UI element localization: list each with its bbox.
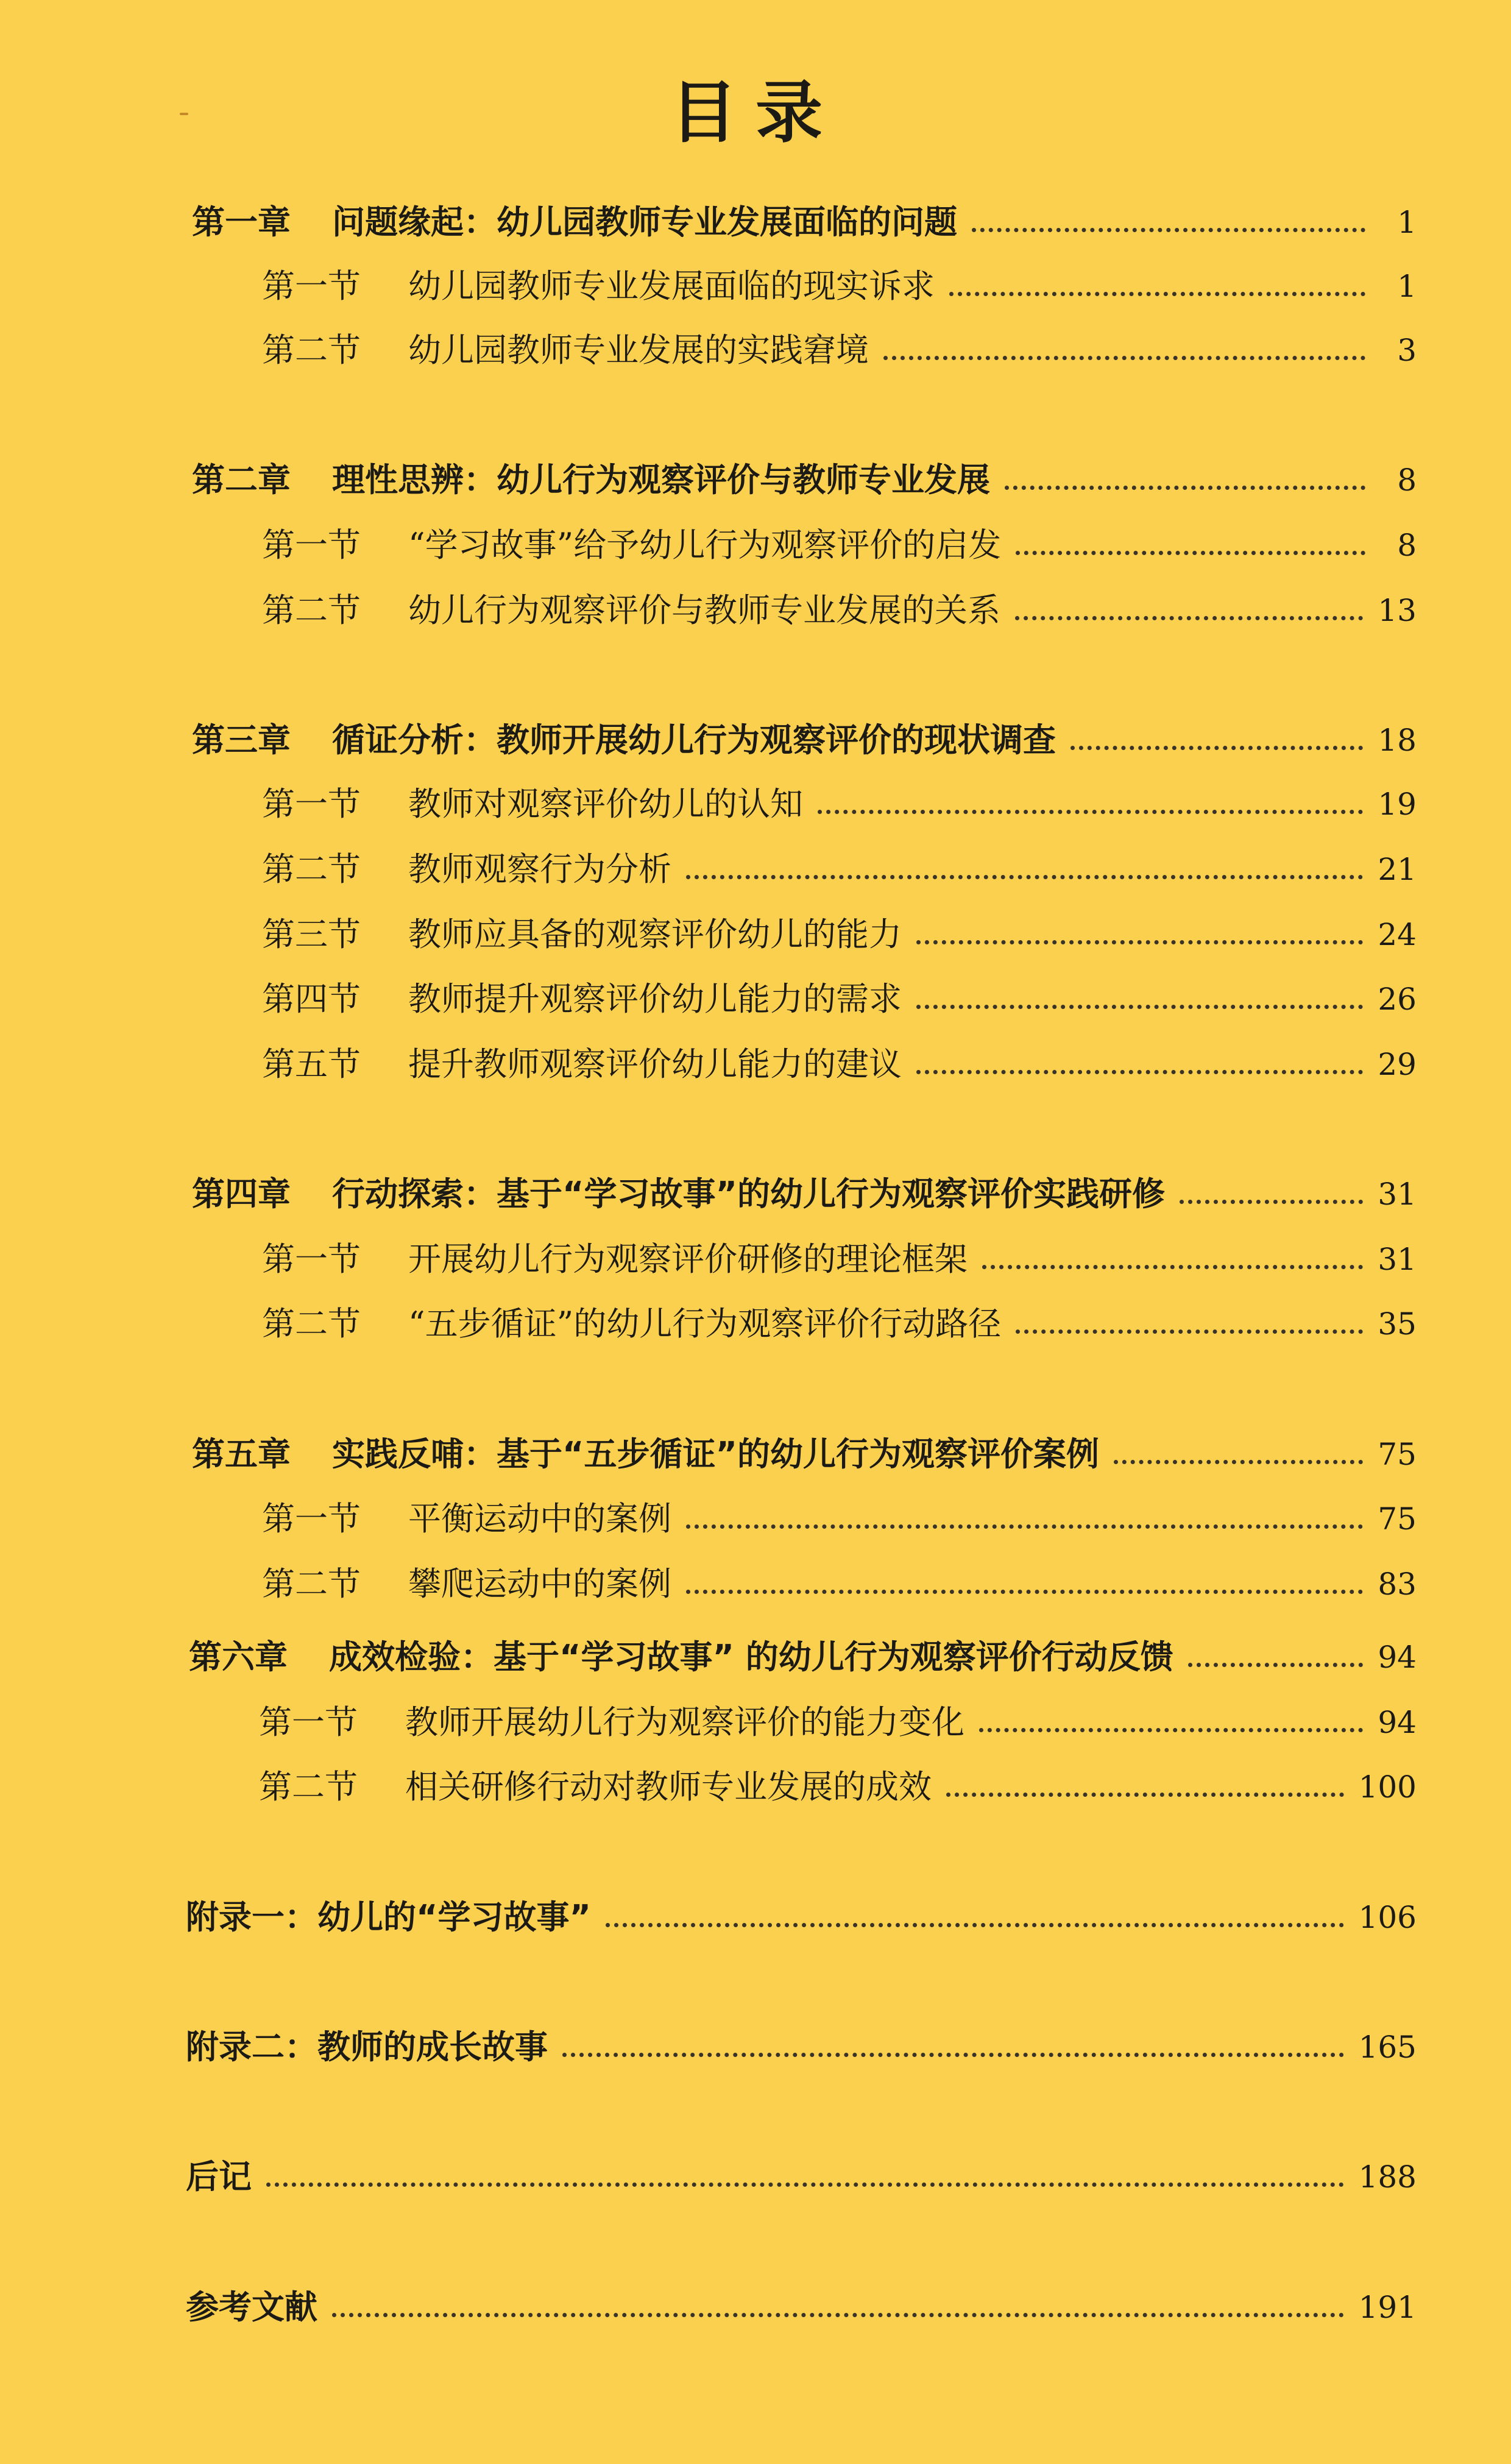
toc-entry-label: 第一节 (262, 267, 361, 305)
dot-leader (332, 2313, 1344, 2317)
toc-page-number: 13 (1378, 593, 1417, 628)
toc-page-number: 191 (1358, 2290, 1417, 2325)
toc-section-entry (262, 845, 1417, 894)
toc-section-entry (262, 1495, 1417, 1543)
toc-section-entry (262, 521, 1417, 570)
toc-entry-title: 问题缘起：幼儿园教师专业发展面临的问题 (332, 203, 957, 241)
toc-entry-title: 循证分析：教师开展幼儿行为观察评价的现状调查 (332, 721, 1056, 759)
toc-entry-label: 第二节 (262, 1565, 361, 1603)
toc-page-number: 18 (1378, 723, 1417, 758)
toc-chapter-entry (192, 198, 1417, 247)
toc-page-number: 19 (1378, 787, 1417, 822)
toc-chapter-entry (192, 1430, 1417, 1479)
toc-entry-label: 第二节 (262, 331, 361, 369)
toc-section-entry (262, 586, 1417, 635)
toc-entry-title: 理性思辨：幼儿行为观察评价与教师专业发展 (332, 461, 990, 499)
toc-entry-title: 幼儿园教师专业发展面临的现实诉求 (408, 267, 935, 305)
toc-chapter-entry (192, 1170, 1417, 1219)
toc-entry-title: 附录二：教师的成长故事 (186, 2028, 548, 2066)
dot-leader (982, 1265, 1363, 1269)
toc-entry-title: 攀爬运动中的案例 (408, 1565, 671, 1603)
toc-entry-title: 相关研修行动对教师专业发展的成效 (405, 1768, 932, 1806)
toc-entry-label: 第一节 (262, 526, 361, 564)
toc-page-number: 35 (1378, 1306, 1417, 1342)
toc-section-entry (259, 1698, 1417, 1747)
dot-leader (1015, 616, 1363, 620)
dot-leader (686, 1524, 1363, 1529)
toc-section-entry (262, 262, 1417, 311)
toc-page-number: 31 (1378, 1242, 1417, 1277)
toc-page-number: 3 (1397, 333, 1417, 368)
toc-page-number: 165 (1358, 2030, 1417, 2065)
dot-leader (1114, 1460, 1363, 1464)
toc-page-number: 8 (1397, 462, 1417, 498)
toc-page-number: 21 (1378, 852, 1417, 887)
page-title: 目录 (670, 74, 841, 152)
toc-entry-label: 第四节 (262, 980, 361, 1018)
toc-entry-title: 后记 (186, 2158, 252, 2196)
toc-section-entry (262, 326, 1417, 375)
toc-entry-label: 第一节 (259, 1703, 358, 1741)
toc-entry-title: 教师开展幼儿行为观察评价的能力变化 (405, 1703, 964, 1741)
dot-leader (1188, 1663, 1364, 1667)
dot-leader (1016, 1329, 1363, 1334)
dot-leader (916, 940, 1363, 944)
toc-page-number: 94 (1378, 1705, 1417, 1740)
toc-entry-title: 教师对观察评价幼儿的认知 (408, 785, 803, 823)
toc-entry-title: 成效检验：基于“学习故事” 的幼儿行为观察评价行动反馈 (329, 1638, 1173, 1676)
toc-section-entry (259, 1763, 1417, 1811)
toc-page-number: 1 (1397, 269, 1417, 304)
toc-page-number: 29 (1378, 1047, 1417, 1082)
toc-section-entry (262, 1040, 1417, 1089)
toc-chapter-entry (192, 456, 1417, 504)
toc-page-number: 24 (1378, 917, 1417, 952)
toc-page-number: 100 (1358, 1769, 1417, 1805)
toc-page-number: 8 (1397, 528, 1417, 563)
toc-entry-label: 第六章 (189, 1638, 288, 1676)
dot-leader (972, 228, 1365, 232)
toc-entry-label: 第一节 (262, 1499, 361, 1538)
toc-entry-label: 第一节 (262, 1240, 361, 1278)
toc-entry-label: 第三节 (262, 915, 361, 954)
toc-entry-label: 第二节 (262, 850, 361, 888)
toc-entry-title: 参考文献 (186, 2288, 317, 2326)
dot-leader (562, 2053, 1344, 2057)
toc-section-entry (262, 780, 1417, 829)
toc-chapter-entry (186, 2283, 1417, 2332)
toc-page-number: 1 (1397, 205, 1417, 240)
toc-section-entry (262, 1235, 1417, 1284)
toc-entry-label: 第三章 (192, 721, 291, 759)
toc-page-number: 83 (1378, 1567, 1417, 1602)
toc-entry-label: 第二节 (259, 1768, 358, 1806)
dot-leader (1016, 551, 1365, 555)
dot-leader (266, 2183, 1344, 2187)
toc-entry-title: 提升教师观察评价幼儿能力的建议 (408, 1045, 902, 1083)
dot-leader (946, 1793, 1344, 1797)
toc-entry-title: 行动探索：基于“学习故事”的幼儿行为观察评价实践研修 (332, 1175, 1165, 1213)
toc-entry-title: 幼儿行为观察评价与教师专业发展的关系 (408, 591, 1000, 629)
toc-entry-title: 教师观察行为分析 (408, 850, 671, 888)
toc-section-entry (262, 1300, 1417, 1348)
toc-entry-title: 教师提升观察评价幼儿能力的需求 (408, 980, 902, 1018)
dot-leader (1070, 746, 1363, 750)
dot-leader (916, 1005, 1363, 1009)
toc-chapter-entry (189, 1633, 1417, 1682)
toc-entry-label: 第二节 (262, 1305, 361, 1343)
toc-page-number: 26 (1378, 982, 1417, 1017)
dot-leader (949, 292, 1365, 296)
toc-entry-label: 第四章 (192, 1175, 291, 1213)
toc-section-entry (262, 910, 1417, 959)
toc-chapter-entry (186, 2023, 1417, 2072)
toc-page-number: 94 (1378, 1640, 1417, 1675)
toc-page-number: 75 (1378, 1437, 1417, 1472)
toc-entry-label: 第五章 (192, 1435, 291, 1473)
toc-entry-label: 第二章 (192, 461, 291, 499)
toc-page-number: 31 (1378, 1177, 1417, 1212)
dot-leader (916, 1070, 1363, 1074)
toc-entry-title: 幼儿园教师专业发展的实践窘境 (408, 331, 869, 369)
toc-page-number: 188 (1358, 2159, 1417, 2195)
toc-entry-title: 实践反哺：基于“五步循证”的幼儿行为观察评价案例 (332, 1435, 1099, 1473)
toc-entry-title: 开展幼儿行为观察评价研修的理论框架 (408, 1240, 968, 1278)
toc-page-number: 75 (1378, 1501, 1417, 1537)
dot-leader (1005, 486, 1365, 490)
dot-leader (883, 356, 1365, 360)
toc-entry-title: “五步循证”的幼儿行为观察评价行动路径 (408, 1305, 1002, 1343)
toc-section-entry (262, 1560, 1417, 1609)
toc-chapter-entry (192, 716, 1417, 765)
toc-entry-label: 第一节 (262, 785, 361, 823)
toc-entry-label: 第一章 (192, 203, 291, 241)
toc-chapter-entry (186, 1893, 1417, 1942)
toc-entry-title: “学习故事”给予幼儿行为观察评价的启发 (408, 526, 1002, 564)
dot-leader (606, 1923, 1344, 1927)
toc-chapter-entry (186, 2153, 1417, 2201)
toc-entry-label: 第二节 (262, 591, 361, 629)
dot-leader (979, 1728, 1363, 1732)
toc-entry-title: 教师应具备的观察评价幼儿的能力 (408, 915, 902, 954)
toc-entry-title: 附录一：幼儿的“学习故事” (186, 1898, 591, 1936)
toc-section-entry (262, 975, 1417, 1024)
dot-leader (686, 1590, 1363, 1594)
toc-entry-title: 平衡运动中的案例 (408, 1499, 671, 1538)
toc-entry-label: 第五节 (262, 1045, 361, 1083)
toc-page-number: 106 (1358, 1900, 1417, 1935)
dot-leader (686, 875, 1363, 879)
dot-leader (818, 810, 1363, 814)
dot-leader (1180, 1200, 1363, 1204)
